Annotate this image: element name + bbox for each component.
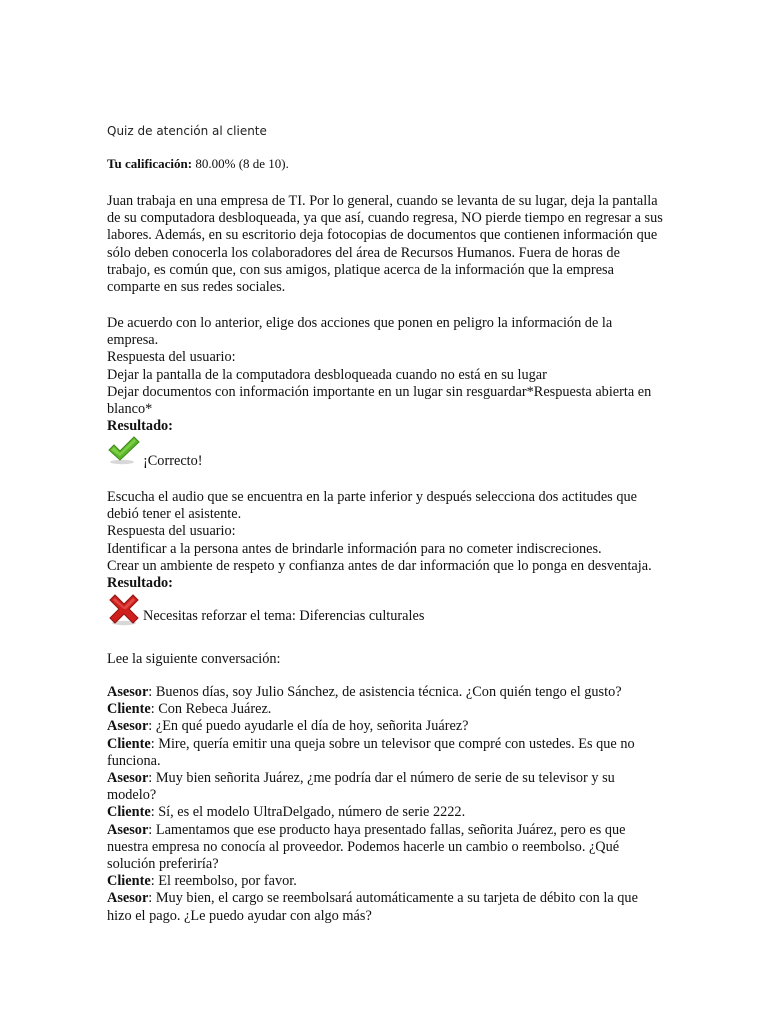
utterance: : Muy bien señorita Juárez, ¿me podría dar el número de serie de su televisor y su modelo? — [107, 770, 615, 804]
speaker-name: Asesor — [107, 718, 149, 735]
result-message: ¡Correcto! — [143, 453, 203, 470]
speaker-name: Asesor — [107, 770, 149, 787]
conversation-intro: Lee la siguiente conversación: — [107, 651, 281, 667]
speaker-name: Asesor — [107, 821, 149, 838]
question-prompt: De acuerdo con lo anterior, elige dos acciones que ponen en peligro la información de la empresa. — [107, 315, 613, 349]
result-row — [107, 435, 663, 479]
result-message: Necesitas reforzar el tema: Diferencias culturales — [143, 608, 425, 625]
utterance: : Sí, es el modelo UltraDelgado, número de serie 2222. — [150, 804, 466, 821]
speaker-name: Cliente — [107, 804, 151, 821]
conversation-line — [107, 873, 647, 890]
question-1 — [107, 315, 663, 479]
answer-label: Respuesta del usuario: — [107, 523, 236, 540]
utterance: : ¿En qué puedo ayudarle el día de hoy, señorita Juárez? — [148, 718, 469, 735]
question-prompt: Escucha el audio que se encuentra en la parte inferior y después selecciona dos actitudes que debió tener el asistente. — [107, 489, 637, 523]
result-label: Resultado: — [107, 418, 173, 435]
score-label: Tu calificación: — [107, 156, 193, 171]
utterance: : El reembolso, por favor. — [150, 873, 297, 890]
result-row — [107, 592, 663, 632]
conversation-line — [107, 736, 647, 770]
conversation — [107, 684, 647, 925]
score-value: 80.00% (8 de 10). — [192, 156, 289, 171]
conversation-line — [107, 770, 647, 804]
utterance: : Mire, quería emitir una queja sobre un televisor que compré con ustedes. Es que no funciona. — [107, 735, 635, 769]
conversation-line — [107, 822, 647, 874]
score-line — [107, 156, 289, 172]
user-answer: Dejar la pantalla de la computadora desbloqueada cuando no está en su lugar — [107, 366, 547, 383]
cross-icon — [107, 592, 141, 631]
checkmark-icon — [107, 435, 141, 470]
result-label: Resultado: — [107, 575, 173, 592]
quiz-title: Quiz de atención al cliente — [107, 124, 267, 138]
conversation-line — [107, 804, 647, 821]
speaker-name: Cliente — [107, 873, 151, 890]
speaker-name: Cliente — [107, 735, 151, 752]
answer-label: Respuesta del usuario: — [107, 349, 236, 366]
conversation-line — [107, 701, 647, 718]
conversation-line — [107, 718, 647, 735]
intro-paragraph: Juan trabaja en una empresa de TI. Por lo general, cuando se levanta de su lugar, deja la pantalla de su computadora desbloqueada, ya que así, cuando regresa, NO pierde tiempo en regresar a sus labores. Además, en su escritorio deja fotocopias de documentos que contienen información que sólo deben conocerla los colaboradores del área de Recursos Humanos. Fuera de horas de trabajo, es común que, con sus amigos, platique acerca de la información que la empresa comparte en sus redes sociales. — [107, 193, 663, 296]
conversation-line — [107, 890, 647, 924]
question-2 — [107, 489, 663, 632]
user-answer: Crear un ambiente de respeto y confianza antes de dar información que lo ponga en desventaja. — [107, 557, 652, 574]
utterance: : Con Rebeca Juárez. — [150, 701, 272, 718]
utterance: : Muy bien, el cargo se reembolsará automáticamente a su tarjeta de débito con la que hizo el pago. ¿Le puedo ayudar con algo más? — [107, 890, 638, 924]
conversation-line — [107, 684, 647, 701]
utterance: : Buenos días, soy Julio Sánchez, de asistencia técnica. ¿Con quién tengo el gusto? — [148, 684, 622, 700]
speaker-name: Asesor — [107, 890, 149, 907]
user-answer: Identificar a la persona antes de brindarle información para no cometer indiscreciones. — [107, 540, 602, 557]
speaker-name: Asesor — [107, 684, 149, 700]
speaker-name: Cliente — [107, 701, 151, 718]
user-answer: Dejar documentos con información importante en un lugar sin resguardar*Respuesta abierta en blanco* — [107, 383, 652, 418]
utterance: : Lamentamos que ese producto haya presentado fallas, señorita Juárez, pero es que nuestra empresa no conocía al proveedor. Podemos hacerle un cambio o reembolso. ¿Qué solución preferiría? — [107, 821, 626, 873]
